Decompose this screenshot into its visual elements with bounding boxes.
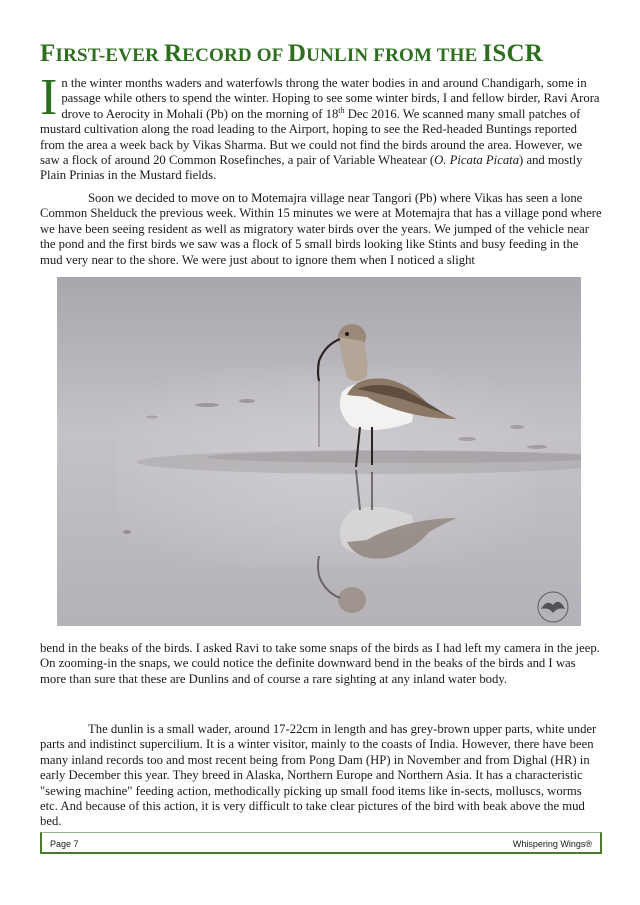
title-word: DUNLIN FROM THE — [287, 40, 483, 67]
dunlin-photo-image — [57, 277, 581, 626]
page-footer — [40, 832, 602, 854]
paragraph-text: Soon we decided to move on to Motemajra village near Tangori (Pb) where Vikas has seen a lone Common Shelduck the previous week. Within 15 minutes we were at Motemajra that has a village pond where we have been seeing resident as well as migratory water birds over the years. We jumped of the vehicle near the pond and the first birds we saw was a flock of 5 small birds looking like Stints and busy feeding in the mud very near to the shore. We were just about to ignore them when I noticed a slight — [40, 191, 602, 267]
dunlin-photo — [57, 277, 581, 626]
paragraph-intro — [40, 69, 602, 184]
paragraph-text: bend in the beaks of the birds. I asked Ravi to take some snaps of the birds as I had left my camera in the jeep. On zooming-in the snaps, we could notice the definite downward bend in the beaks of the birds and I was more than sure that these are Dunlins and of course a rare sighting at any inland water body. — [40, 641, 600, 686]
title-word: RECORD OF — [163, 40, 288, 67]
paragraph-text: ) and mostly Plain Prinias in the Mustard fields. — [40, 153, 583, 183]
drop-cap: I — [40, 69, 58, 126]
paragraph-3 — [40, 641, 602, 687]
paragraph-2 — [40, 191, 602, 268]
species-name: O. Picata Picata — [434, 153, 520, 168]
title-word: ISCR — [482, 40, 543, 67]
paragraph-4 — [40, 722, 602, 830]
paragraph-text: Dec 2016. We scanned many small patches of mustard cultivation along the road leading to the Airport, hoping to see the Red-headed Buntings reported from the area a week back by Vikas Sharma. But we could not find the birds around the area. However, we saw a flock of around 20 Common Rosefinches, a pair of Variable Wheatear ( — [40, 106, 583, 168]
paragraph-text: n the winter months waders and waterfowls throng the water bodies in and around Chandigarh, some in passage while others to spend the winter. Hoping to see some winter birds, I and fellow birder, Ravi Arora drove to Aerocity in Mohali (Pb) on the morning of 18 — [61, 76, 600, 121]
magazine-name: Whispering Wings® — [512, 839, 592, 849]
page-number: Page 7 — [50, 839, 79, 849]
ordinal-suffix: th — [338, 105, 345, 115]
title-word: FIRST-EVER — [40, 40, 164, 67]
article-title — [40, 40, 600, 68]
paragraph-text: The dunlin is a small wader, around 17-22cm in length and has grey-brown upper parts, white under parts and indistinct supercilium. It is a winter visitor, mainly to the coasts of India. However, there have been many inland records too and most recent being from Pong Dam (HP) in November and from Dighal (HR) in early December this year. They breed in Alaska, Northern Europe and Northern Asia. It has a characteristic "sewing machine" feeding action, methodically picking up small food items like in-sects, molluscs, worms etc. And because of this action, it is very difficult to take clear pictures of the bird with beak above the mud bed. — [40, 722, 597, 829]
